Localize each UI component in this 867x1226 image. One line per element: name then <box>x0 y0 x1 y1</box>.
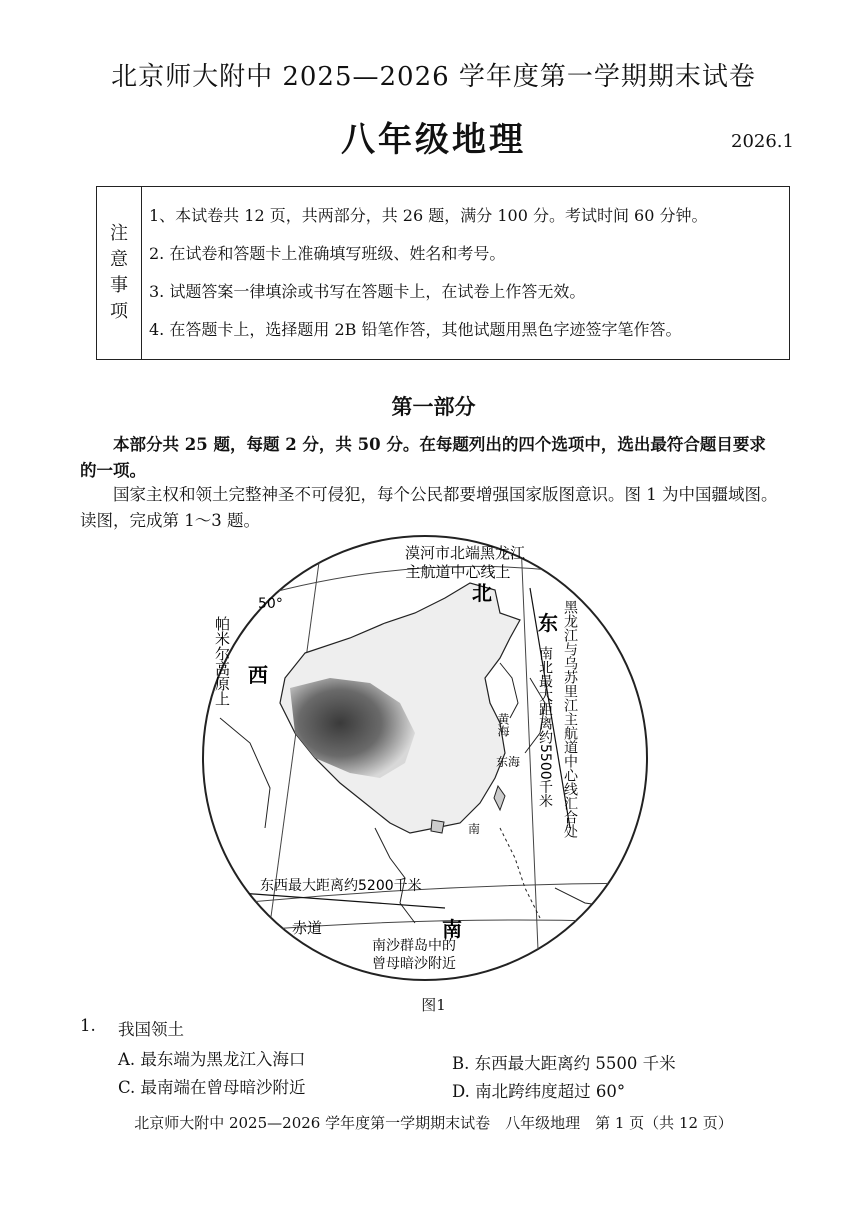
option-text: 东西最大距离约 5500 千米 <box>474 1054 676 1073</box>
option-b[interactable] <box>452 1050 676 1074</box>
option-d[interactable] <box>452 1078 625 1102</box>
pamir-label: 帕米尔高原上 <box>213 616 231 706</box>
china-territory-map <box>200 528 650 988</box>
yellow-sea-label: 黄海 <box>496 713 510 737</box>
direction-west: 西 <box>248 663 268 687</box>
notice-item: 2. 在试卷和答题卡上准确填写班级、姓名和考号。 <box>149 244 506 263</box>
latitude-label: 50° <box>258 596 283 612</box>
south-point-label: 南沙群岛中的 <box>372 938 456 954</box>
east-sea-label: 东海 <box>496 755 521 769</box>
option-c[interactable] <box>118 1074 306 1098</box>
subject-title: 八年级地理 <box>341 120 526 160</box>
option-a[interactable] <box>118 1046 305 1070</box>
notice-label-char: 项 <box>110 301 128 322</box>
option-letter: D. <box>452 1082 470 1101</box>
hainan-island <box>431 820 444 833</box>
figure-caption: 图1 <box>421 996 446 1014</box>
ns-distance-label: 南北最大距离约5500千米 <box>537 646 553 808</box>
east-point-label: 黑龙江与乌苏里江主航道中心线汇合处 <box>562 600 578 838</box>
notice-label-char: 注 <box>110 223 128 244</box>
direction-east: 东 <box>538 611 558 635</box>
notice-label-char: 事 <box>110 275 128 296</box>
option-text: 最南端在曾母暗沙附近 <box>140 1078 306 1097</box>
equator-label: 赤道 <box>292 919 323 937</box>
section-intro: 本部分共 25 题，每题 2 分，共 50 分。在每题列出的四个选项中，选出最符合题目要求的一项。 <box>80 435 766 480</box>
option-text: 最东端为黑龙江入海口 <box>140 1050 306 1069</box>
notice-item: 3. 试题答案一律填涂或书写在答题卡上，在试卷上作答无效。 <box>149 282 586 301</box>
option-text: 南北跨纬度超过 60° <box>475 1082 626 1101</box>
globe-map-svg <box>200 528 650 988</box>
option-letter: A. <box>118 1050 136 1069</box>
exam-date: 2026.1 <box>731 131 794 152</box>
direction-north: 北 <box>472 581 492 605</box>
label-north-point: 主航道中心线上 <box>405 563 511 581</box>
question-stem: 我国领土 <box>118 1020 184 1039</box>
direction-south: 南 <box>442 917 462 941</box>
school-exam-title: 北京师大附中 2025—2026 学年度第一学期期末试卷 <box>111 62 756 92</box>
question-number: 1. <box>80 1016 96 1035</box>
notice-item: 1、本试卷共 12 页，共两部分，共 26 题，满分 100 分。考试时间 60 分钟。 <box>149 206 708 225</box>
south-sea-label: 南 <box>468 822 481 836</box>
south-point-label: 曾母暗沙附近 <box>372 956 456 972</box>
section-title: 第一部分 <box>391 394 476 419</box>
notice-box <box>96 186 790 360</box>
option-letter: C. <box>118 1078 136 1097</box>
ew-distance-label: 东西最大距离约5200千米 <box>260 878 422 894</box>
notice-label <box>97 187 142 359</box>
page-footer: 北京师大附中 2025—2026 学年度第一学期期末试卷 八年级地理 第 1 页（共 12 页） <box>134 1114 733 1132</box>
notice-item: 4. 在答题卡上，选择题用 2B 铅笔作答，其他试题用黑色字迹签字笔作答。 <box>149 320 682 339</box>
question-context: 国家主权和领土完整神圣不可侵犯，每个公民都要增强国家版图意识。图 1 为中国疆域图。读图，完成第 1～3 题。 <box>80 485 778 530</box>
option-letter: B. <box>452 1054 470 1073</box>
notice-label-char: 意 <box>110 249 128 270</box>
label-north-point: 漠河市北端黑龙江 <box>404 544 526 562</box>
